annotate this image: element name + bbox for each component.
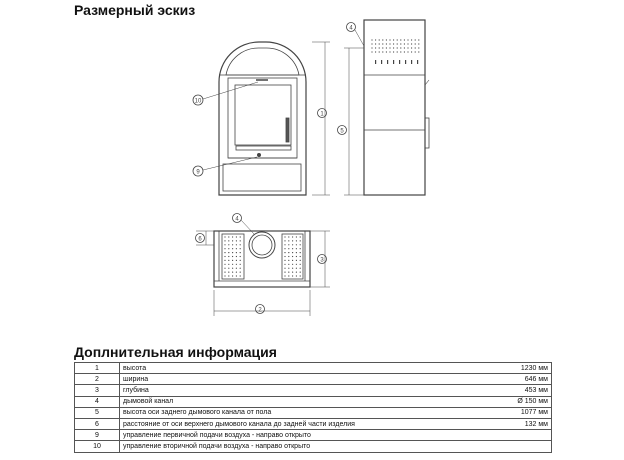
top-view <box>214 231 310 287</box>
info-table <box>74 362 552 453</box>
table-row <box>75 418 552 429</box>
row-num: 9 <box>75 430 120 441</box>
row-num: 2 <box>75 374 120 385</box>
callout-2-label: 2 <box>258 307 262 314</box>
callout-4-top-label: 4 <box>235 216 239 223</box>
row-label: высота <box>120 363 456 374</box>
table-row <box>75 430 552 441</box>
callout-3-label: 3 <box>320 257 324 264</box>
table-row <box>75 385 552 396</box>
row-label: расстояние от оси верхнего дымового канала до задней части изделия <box>120 418 456 429</box>
row-num: 4 <box>75 396 120 407</box>
row-value: 132 мм <box>455 418 552 429</box>
callout-9-label: 9 <box>196 169 200 176</box>
row-value: 1077 мм <box>455 407 552 418</box>
row-num: 6 <box>75 418 120 429</box>
callout-6-label: 6 <box>198 236 202 243</box>
row-num: 3 <box>75 385 120 396</box>
row-label: управление первичной подачи воздуха - направо открыто <box>120 430 456 441</box>
callout-10-label: 10 <box>194 98 202 105</box>
info-title: Доплнительная информация <box>74 344 277 360</box>
row-value: Ø 150 мм <box>455 396 552 407</box>
row-label: высота оси заднего дымового канала от пола <box>120 407 456 418</box>
callout-4-side-label: 4 <box>349 25 353 32</box>
table-row <box>75 374 552 385</box>
sketch-title: Размерный эскиз <box>74 2 196 18</box>
callout-1-label: 1 <box>320 111 324 118</box>
row-num: 10 <box>75 441 120 452</box>
callout-5-label: 5 <box>340 128 344 135</box>
table-row <box>75 441 552 452</box>
row-value: 1230 мм <box>455 363 552 374</box>
front-view <box>219 42 306 195</box>
row-value: 453 мм <box>455 385 552 396</box>
row-value: 646 мм <box>455 374 552 385</box>
row-num: 5 <box>75 407 120 418</box>
row-label: глубина <box>120 385 456 396</box>
row-value <box>455 441 552 452</box>
table-row <box>75 396 552 407</box>
side-view <box>364 20 429 195</box>
row-value <box>455 430 552 441</box>
row-label: дымовой канал <box>120 396 456 407</box>
row-label: ширина <box>120 374 456 385</box>
table-row <box>75 407 552 418</box>
table-row <box>75 363 552 374</box>
row-label: управление вторичной подачи воздуха - направо открыто <box>120 441 456 452</box>
row-num: 1 <box>75 363 120 374</box>
